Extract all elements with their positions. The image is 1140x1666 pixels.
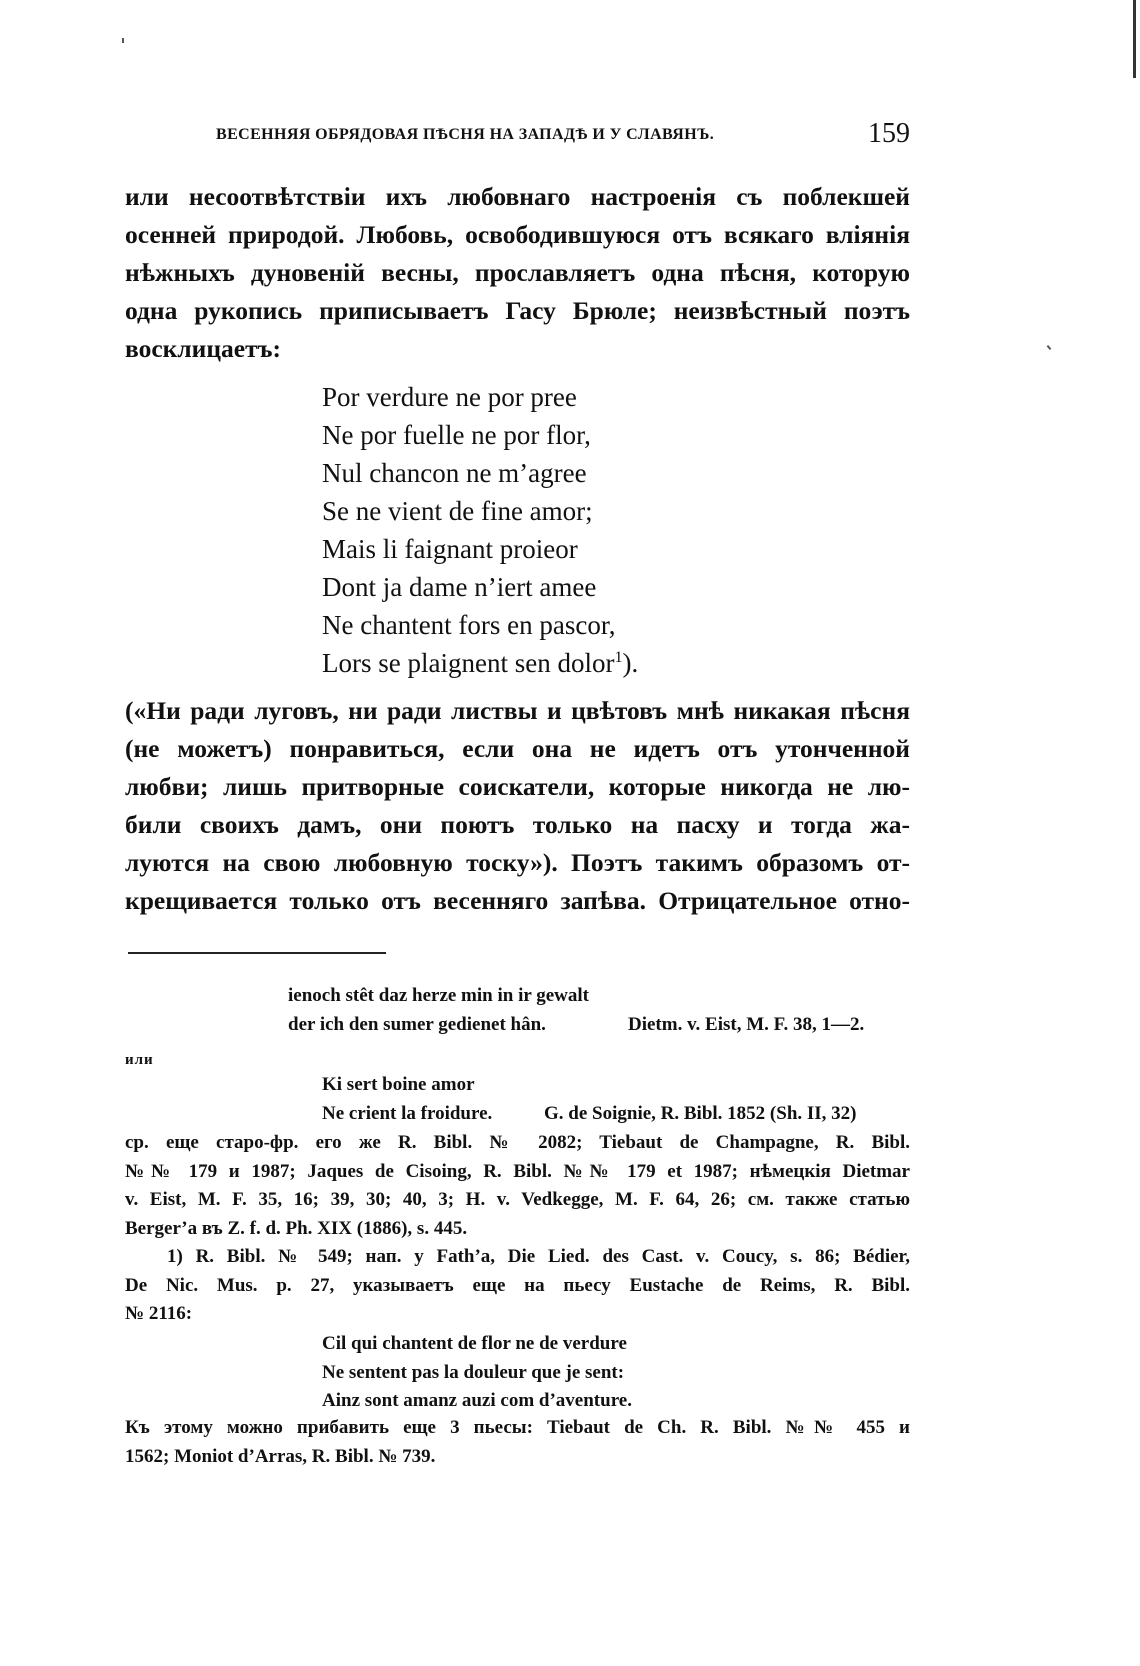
footnote-quote-2 [322, 1071, 857, 1128]
verse-line-text: Lors se plaignent sen dolor [322, 648, 615, 678]
text-line: били своихъ дамъ, они поютъ только на пасху и тогда жа- [125, 810, 910, 839]
text-line: («Ни ради луговъ, ни ради листвы и цвѣтовъ мнѣ никакая пѣсня [125, 696, 910, 725]
quote-source: Dietm. v. Eist, M. F. 38, 1—2. [628, 1013, 865, 1035]
footnote-ref: 1 [614, 648, 623, 666]
text-line: восклицаетъ: [125, 334, 282, 363]
footnote-1 [125, 1243, 910, 1329]
verse-line-last [322, 644, 638, 682]
quote-line: der ich den sumer gedienet hân. [288, 1013, 546, 1035]
footnote-line: № 2116: [125, 1303, 193, 1324]
text-line: одна рукопись приписываетъ Гасу Брюле; неизвѣстный поэтъ [125, 296, 910, 325]
footnote-line: 1) R. Bibl. № 549; нап. у Fath’a, Die Lied. des Cast. v. Coucy, s. 86; Bédier, [167, 1246, 910, 1267]
quote-line-with-source [288, 1011, 865, 1040]
paragraph-2 [125, 692, 910, 920]
verse-closing: ). [622, 648, 639, 678]
quote-line: Cil qui chantent de flor ne de verdure [322, 1333, 627, 1354]
paragraph-1 [125, 178, 910, 368]
footnote-line: Berger’a въ Z. f. d. Ph. XIX (1886), s. 445. [125, 1217, 468, 1239]
text-line: осенней природой. Любовь, освободившуюся отъ всякаго вліянія [125, 220, 910, 249]
text-line: (не можетъ) понравиться, если она не идетъ отъ утонченной [125, 734, 910, 763]
page-number: 159 [868, 118, 910, 149]
verse-line: Por verdure ne por pree [322, 382, 577, 412]
verse-line: Se ne vient de fine amor; [322, 496, 593, 526]
footnote-references [125, 1129, 910, 1243]
verse-line: Mais li faignant proieor [322, 534, 578, 564]
quote-line-with-source [322, 1100, 857, 1129]
text-line: нѣжныхъ дуновеній весны, прославляетъ одна пѣсня, которую [125, 258, 910, 287]
footnote-line: ср. еще старо-фр. его же R. Bibl. № 2082; Tiebaut de Champagne, R. Bibl. [125, 1132, 910, 1153]
verse-line: Nul chancon ne m’agree [322, 458, 587, 488]
quote-line: Ne sentent pas la douleur que je sent: [322, 1361, 625, 1383]
text-line: крещивается только отъ весенняго запѣва. Отрицательное отно- [125, 886, 910, 915]
quote-line: Ki sert boine amor [322, 1074, 475, 1095]
quote-line: Ainz sont amanz auzi com d’aventure. [322, 1390, 632, 1411]
footnote-quote-1 [288, 982, 865, 1039]
text-line: любви; лишь притворные соискатели, которые никогда не лю- [125, 772, 910, 801]
text-line: или несоотвѣтствіи ихъ любовнаго настроенія съ поблекшей [125, 182, 910, 211]
footnote-quote-3 [322, 1330, 632, 1416]
footnote-connector: или [125, 1052, 154, 1068]
verse-line: Dont ja dame n’iert amee [322, 572, 597, 602]
scan-speck [1047, 345, 1052, 350]
quote-line: Ne crient la froidure. [322, 1102, 493, 1124]
footnote-addendum [125, 1414, 910, 1471]
quote-source: G. de Soignie, R. Bibl. 1852 (Sh. II, 32) [544, 1102, 857, 1124]
footnote-line: 1562; Moniot d’Arras, R. Bibl. № 739. [125, 1445, 436, 1467]
verse-line: Ne por fuelle ne por flor, [322, 420, 591, 450]
footnote-divider [128, 952, 386, 954]
text-line: луются на свою любовную тоску»). Поэтъ такимъ образомъ от- [125, 848, 910, 877]
page-edge-mark [1133, 0, 1136, 78]
page-header [216, 118, 910, 154]
old-french-verse [322, 378, 638, 682]
footnote-line: №№ 179 и 1987; Jaques de Cisoing, R. Bibl. №№ 179 et 1987; нѣмецкія Dietmar [125, 1160, 910, 1182]
running-title: ВЕСЕННЯЯ ОБРЯДОВАЯ ПѢСНЯ НА ЗАПАДѢ И У СЛАВЯНЪ. [216, 126, 715, 143]
footnote-line: De Nic. Mus. p. 27, указываетъ еще на пьесу Eustache de Reims, R. Bibl. [125, 1274, 910, 1296]
verse-line: Ne chantent fors en pascor, [322, 610, 616, 640]
footnote-line: Къ этому можно прибавить еще 3 пьесы: Tiebaut de Ch. R. Bibl. №№ 455 и [125, 1417, 910, 1438]
footnote-line: v. Eist, M. F. 35, 16; 39, 30; 40, 3; H. v. Vedkegge, M. F. 64, 26; см. также статью [125, 1189, 910, 1210]
quote-line: ienoch stêt daz herze min in ir gewalt [288, 985, 589, 1006]
scan-speck [122, 38, 124, 43]
